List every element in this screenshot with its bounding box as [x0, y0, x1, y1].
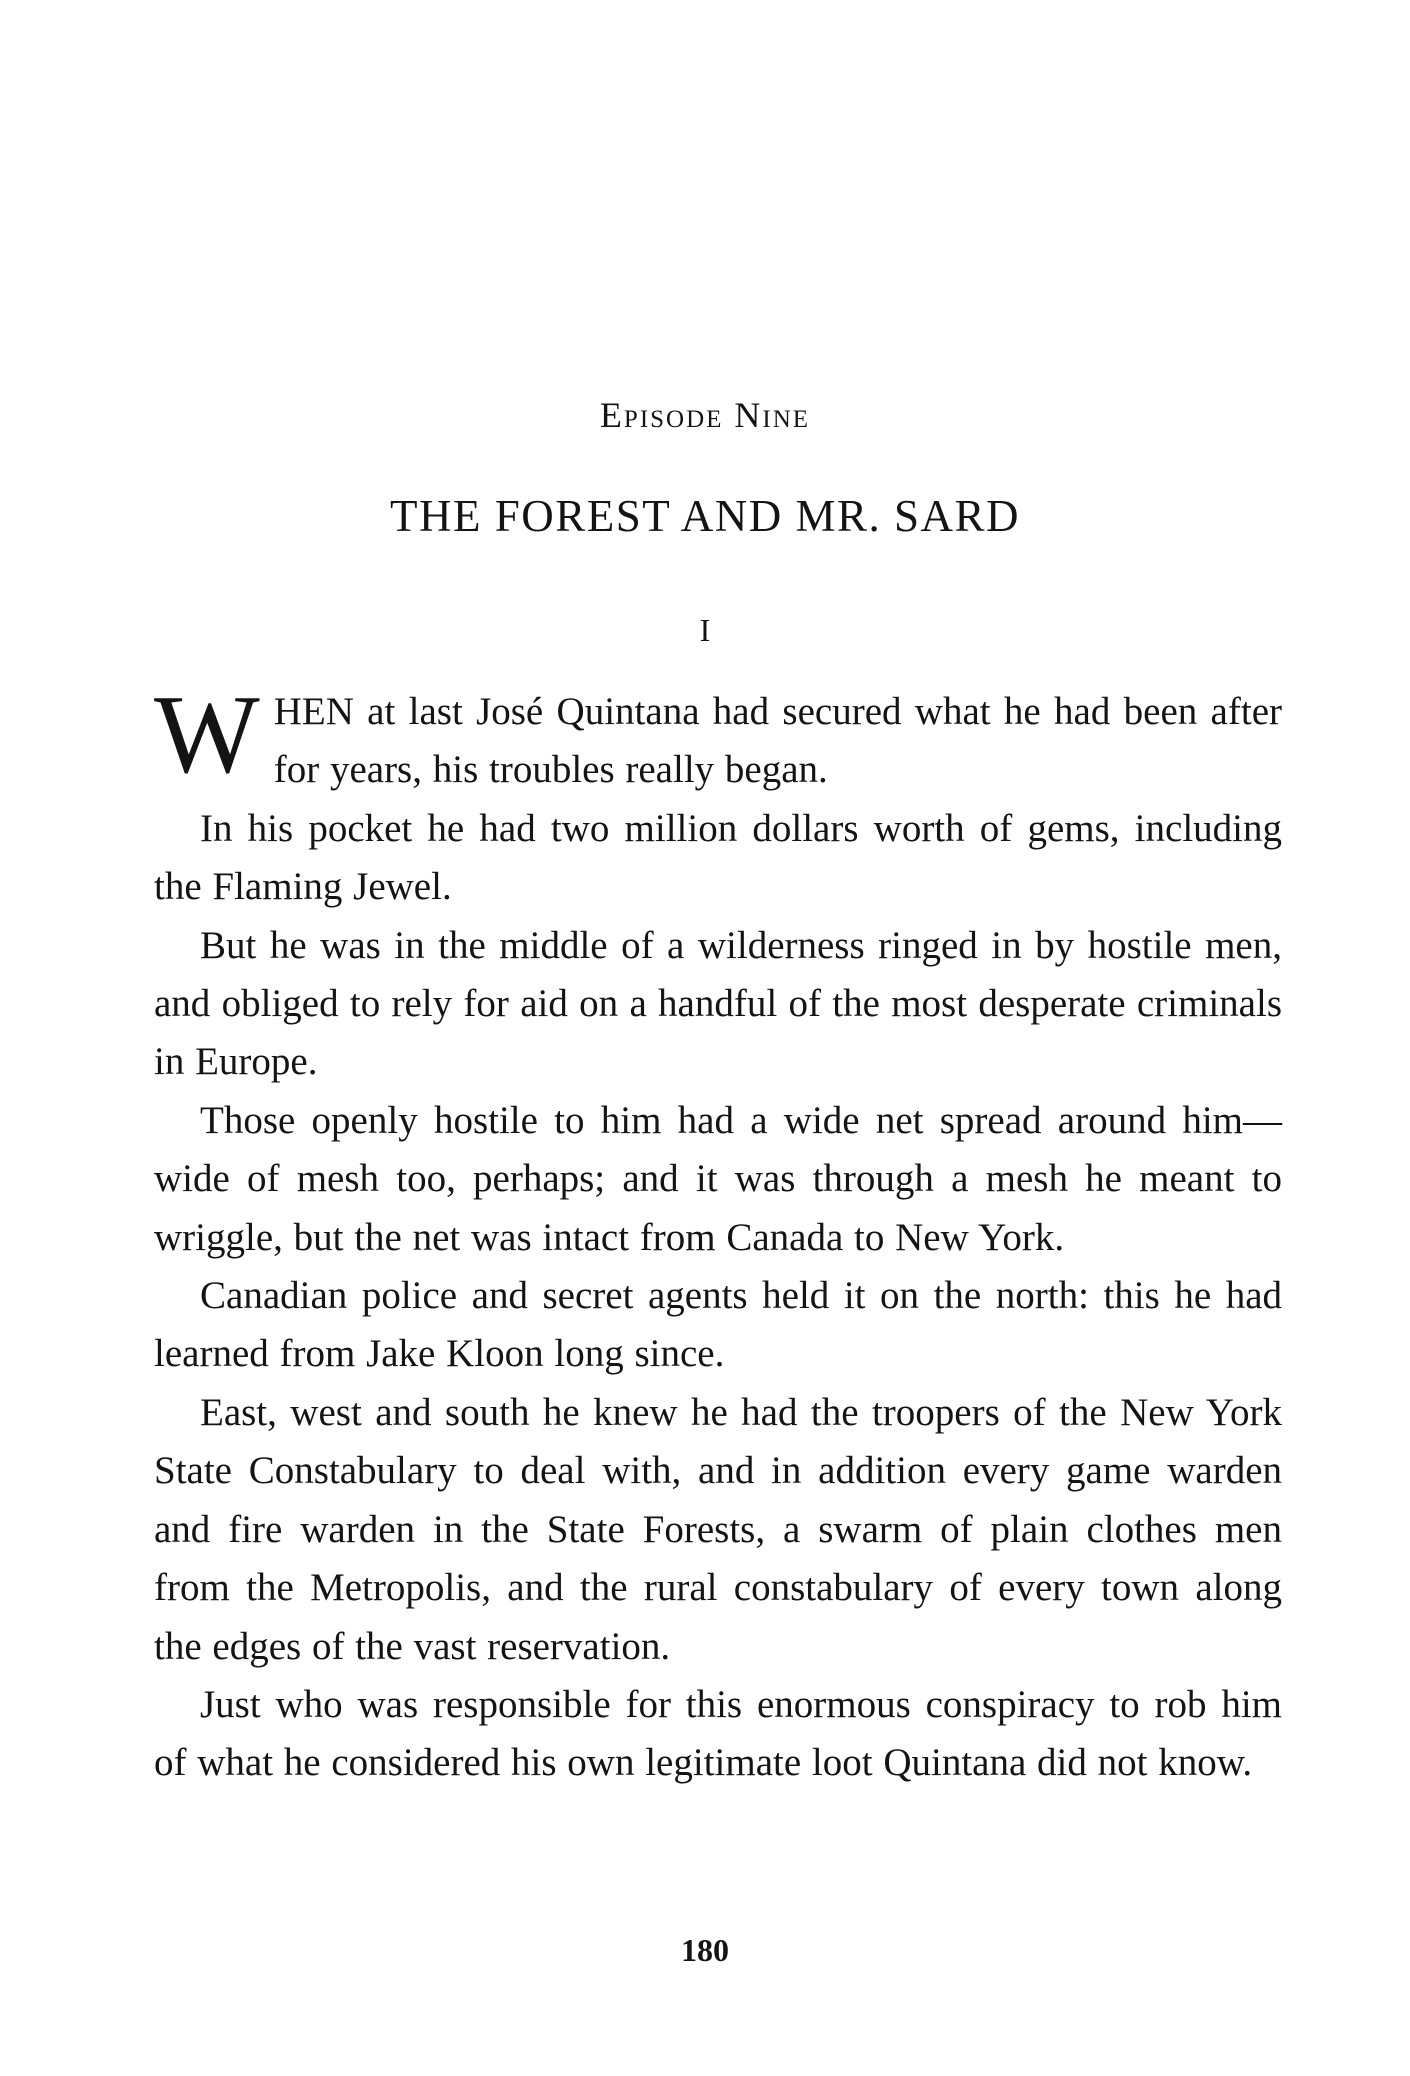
page-number: 180 — [681, 1932, 729, 1968]
paragraph: Canadian police and secret agents held it on the north: this he had learned from Jake Kloon long since. — [154, 1274, 1282, 1376]
paragraph — [154, 673, 1282, 800]
paragraph: East, west and south he knew he had the troopers of the New York State Constabulary to deal with, and in addition every game warden and fire warden in the State Forests, a swarm of plain clothes men from the Metropolis, and the rural constabulary of every town along the edges of the vast reservation. — [154, 1390, 1282, 1668]
paragraph-text: HEN at last José Quintana had secured what he had been after for years, his troubles really began. — [273, 690, 1282, 792]
chapter-title: THE FOREST AND MR. SARD — [389, 491, 1021, 541]
drop-cap: W — [154, 673, 260, 797]
section-numeral: I — [699, 612, 711, 648]
body-text — [154, 673, 1282, 1793]
paragraph: Those openly hostile to him had a wide net spread around him—wide of mesh too, perhaps; and it was through a mesh he meant to wriggle, but the net was intact from Canada to New York. — [154, 1098, 1282, 1259]
paragraph: Just who was responsible for this enormous conspiracy to rob him of what he considered his own legitimate loot Quintana did not know. — [154, 1682, 1282, 1785]
paragraph: But he was in the middle of a wilderness ringed in by hostile men, and obliged to rely for aid on a handful of the most desperate criminals in Europe. — [154, 923, 1282, 1084]
paragraph: In his pocket he had two million dollars worth of gems, including the Flaming Jewel. — [154, 806, 1282, 909]
episode-label: Episode Nine — [599, 395, 811, 435]
